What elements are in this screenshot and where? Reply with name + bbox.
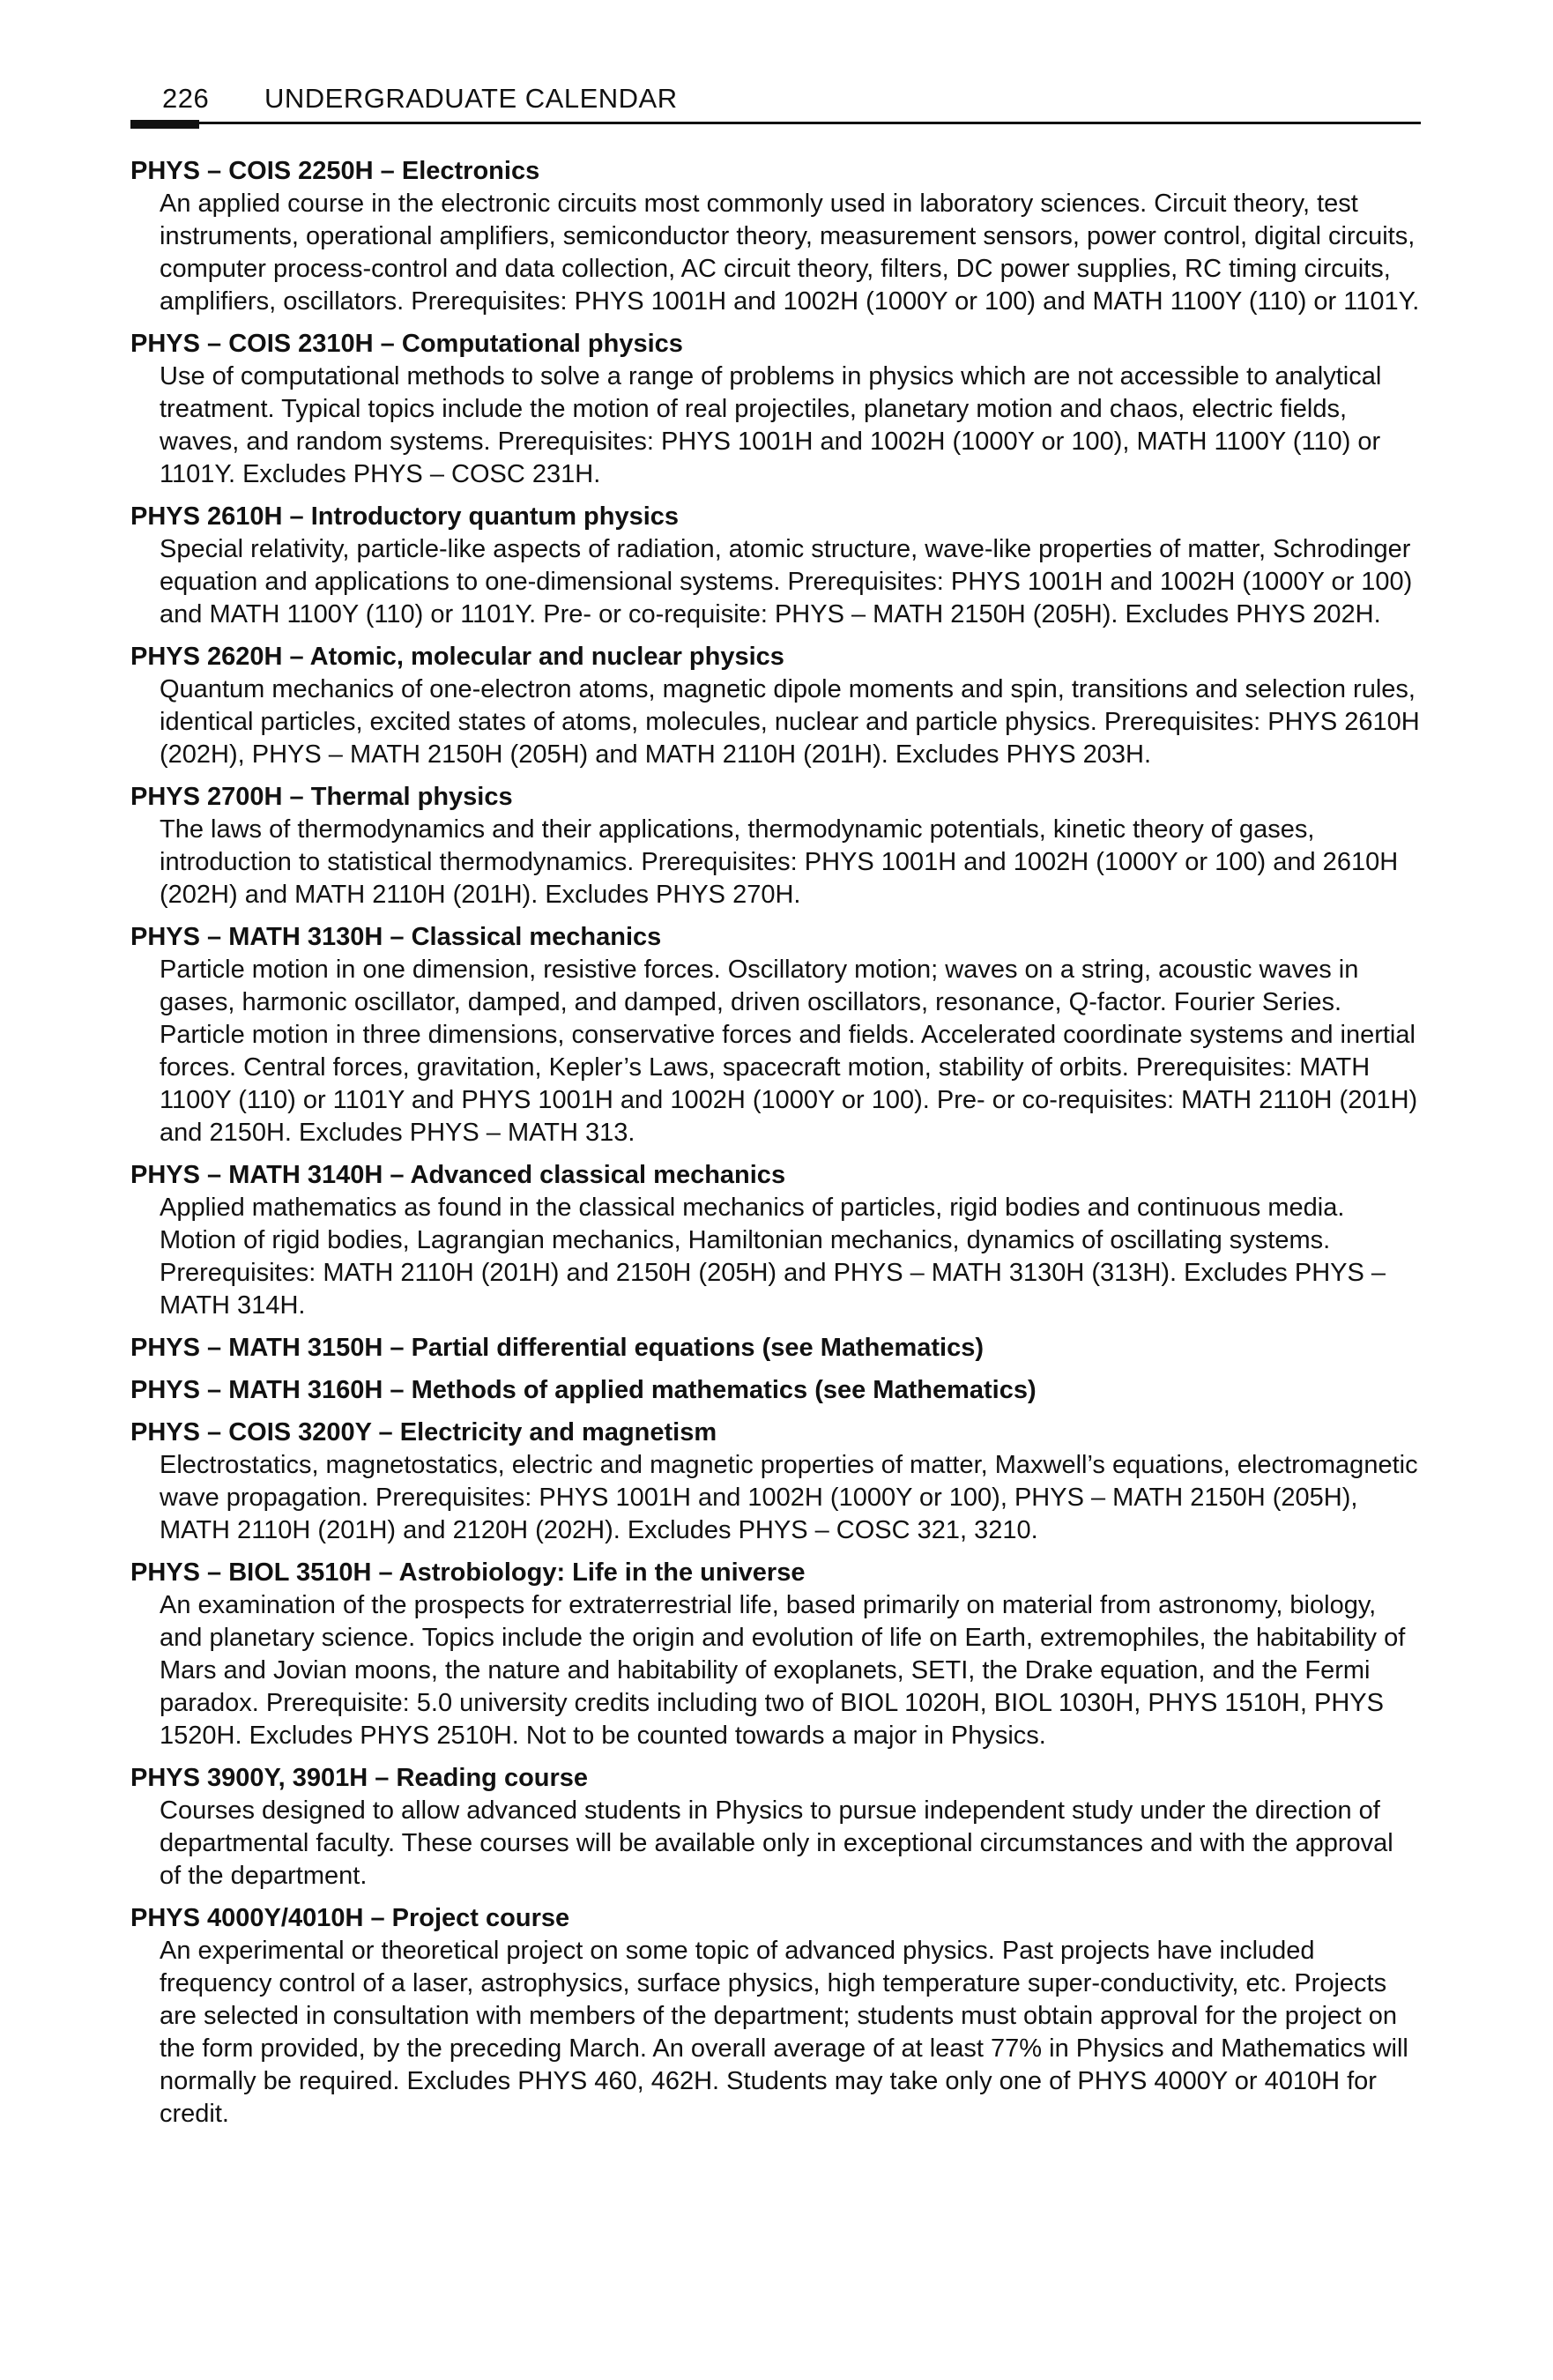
course-title: PHYS 4000Y/4010H – Project course — [130, 1904, 570, 1932]
course-title: PHYS – MATH 3150H – Partial differential equations (see Mathematics) — [130, 1334, 985, 1362]
course-title: PHYS – BIOL 3510H – Astrobiology: Life in the universe — [130, 1558, 806, 1587]
header-rule — [130, 122, 1421, 124]
course-description: An applied course in the electronic circuits most commonly used in laboratory sciences. Circuit theory, test instruments, operational amplifiers, semiconductor theory, measurement sensors, power control, digital circuits, computer process-control and data collection, AC circuit theory, filters, DC power supplies, RC timing circuits, amplifiers, oscillators. Prerequisites: PHYS 1001H and 1002H (1000Y or 100) and MATH 1100Y (110) or 1101Y. — [160, 190, 1420, 316]
course-title: PHYS – COIS 3200Y – Electricity and magnetism — [130, 1418, 717, 1447]
course-entry — [130, 641, 1420, 771]
course-description: Quantum mechanics of one-electron atoms, magnetic dipole moments and spin, transitions and selection rules, identical particles, excited states of atoms, molecules, nuclear and particle physics. Prerequisites: PHYS 2610H (202H), PHYS – MATH 2150H (205H) and MATH 2110H (201H). Excludes PHYS 203H. — [160, 675, 1420, 769]
course-entry — [130, 1557, 1417, 1752]
running-title: UNDERGRADUATE CALENDAR — [264, 83, 678, 114]
course-title: PHYS – MATH 3130H – Classical mechanics — [130, 923, 662, 951]
course-title: PHYS – COIS 2250H – Electronics — [130, 157, 540, 185]
course-title: PHYS – COIS 2310H – Computational physics — [130, 330, 683, 358]
course-title: PHYS 2620H – Atomic, molecular and nuclear physics — [130, 643, 784, 671]
course-entry — [130, 781, 1417, 911]
header-tab-marker — [130, 120, 199, 129]
course-description: An examination of the prospects for extraterrestrial life, based primarily on material from astronomy, biology, and planetary science. Topics include the origin and evolution of life on Earth, extremophiles, the habitability of Mars and Jovian moons, the nature and habitability of exoplanets, SETI, the Drake equation, and the Fermi paradox. Prerequisite: 5.0 university credits including two of BIOL 1020H, BIOL 1030H, PHYS 1510H, PHYS 1520H. Excludes PHYS 2510H. Not to be counted towards a major in Physics. — [160, 1591, 1406, 1750]
course-description: Electrostatics, magnetostatics, electric and magnetic properties of matter, Maxwell’s equations, electromagnetic wave propagation. Prerequisites: PHYS 1001H and 1002H (1000Y or 100), PHYS – MATH 2150H (205H), MATH 2110H (201H) and 2120H (202H). Excludes PHYS – COSC 321, 3210. — [160, 1451, 1418, 1544]
course-title: PHYS 2610H – Introductory quantum physics — [130, 502, 680, 531]
course-description: Courses designed to allow advanced students in Physics to pursue independent study under the direction of departmental faculty. These courses will be available only in exceptional circumstances and with the approval of the department. — [160, 1796, 1393, 1890]
course-list — [130, 155, 1420, 2140]
course-title: PHYS 2700H – Thermal physics — [130, 783, 513, 811]
course-entry — [130, 155, 1420, 318]
page-header — [130, 83, 1421, 123]
course-title: PHYS 3900Y, 3901H – Reading course — [130, 1764, 589, 1792]
course-description: An experimental or theoretical project on some topic of advanced physics. Past projects have included frequency control of a laser, astrophysics, surface physics, high temperature super-conductivity, etc. Projects are selected in consultation with members of the department; students must obtain approval for the project on the form provided, by the preceding March. An overall average of at least 77% in Physics and Mathematics will normally be required. Excludes PHYS 460, 462H. Students may take only one of PHYS 4000Y or 4010H for credit. — [160, 1937, 1408, 2128]
course-description: The laws of thermodynamics and their applications, thermodynamic potentials, kinetic theory of gases, introduction to statistical thermodynamics. Prerequisites: PHYS 1001H and 1002H (1000Y or 100) and 2610H (202H) and MATH 2110H (201H). Excludes PHYS 270H. — [160, 815, 1399, 909]
course-entry — [130, 1902, 1417, 2131]
course-description: Special relativity, particle-like aspects of radiation, atomic structure, wave-like properties of matter, Schrodinger equation and applications to one-dimensional systems. Prerequisites: PHYS 1001H and 1002H (1000Y or 100) and MATH 1100Y (110) or 1101Y. Pre- or co-requisite: PHYS – MATH 2150H (205H). Excludes PHYS 202H. — [160, 535, 1413, 628]
course-description: Applied mathematics as found in the classical mechanics of particles, rigid bodies and continuous media. Motion of rigid bodies, Lagrangian mechanics, Hamiltonian mechanics, dynamics of oscillating systems. Prerequisites: MATH 2110H (201H) and 2150H (205H) and PHYS – MATH 3130H (313H). Excludes PHYS – MATH 314H. — [160, 1194, 1386, 1320]
course-entry — [130, 1332, 1417, 1365]
course-title: PHYS – MATH 3160H – Methods of applied mathematics (see Mathematics) — [130, 1376, 1037, 1404]
course-entry — [130, 1159, 1417, 1322]
course-entry — [130, 1374, 1417, 1407]
course-description: Particle motion in one dimension, resistive forces. Oscillatory motion; waves on a string, acoustic waves in gases, harmonic oscillator, damped, and damped, driven oscillators, resonance, Q-factor. Fourier Series. Particle motion in three dimensions, conservative forces and fields. Accelerated coordinate systems and inertial forces. Central forces, gravitation, Kepler’s Laws, spacecraft motion, stability of orbits. Prerequisites: MATH 1100Y (110) or 1101Y and PHYS 1001H and 1002H (1000Y or 100). Pre- or co-requisites: MATH 2110H (201H) and 2150H. Excludes PHYS – MATH 313. — [160, 956, 1418, 1147]
course-entry — [130, 921, 1417, 1149]
course-entry — [130, 1762, 1417, 1893]
course-description: Use of computational methods to solve a range of problems in physics which are not accessible to analytical treatment. Typical topics include the motion of real projectiles, planetary motion and chaos, electric fields, waves, and random systems. Prerequisites: PHYS 1001H and 1002H (1000Y or 100), MATH 1100Y (110) or 1101Y. Excludes PHYS – COSC 231H. — [160, 362, 1382, 488]
page-number: 226 — [162, 83, 210, 114]
course-entry — [130, 1417, 1417, 1547]
course-entry — [130, 328, 1417, 491]
course-title: PHYS – MATH 3140H – Advanced classical mechanics — [130, 1161, 786, 1189]
course-entry — [130, 501, 1417, 631]
